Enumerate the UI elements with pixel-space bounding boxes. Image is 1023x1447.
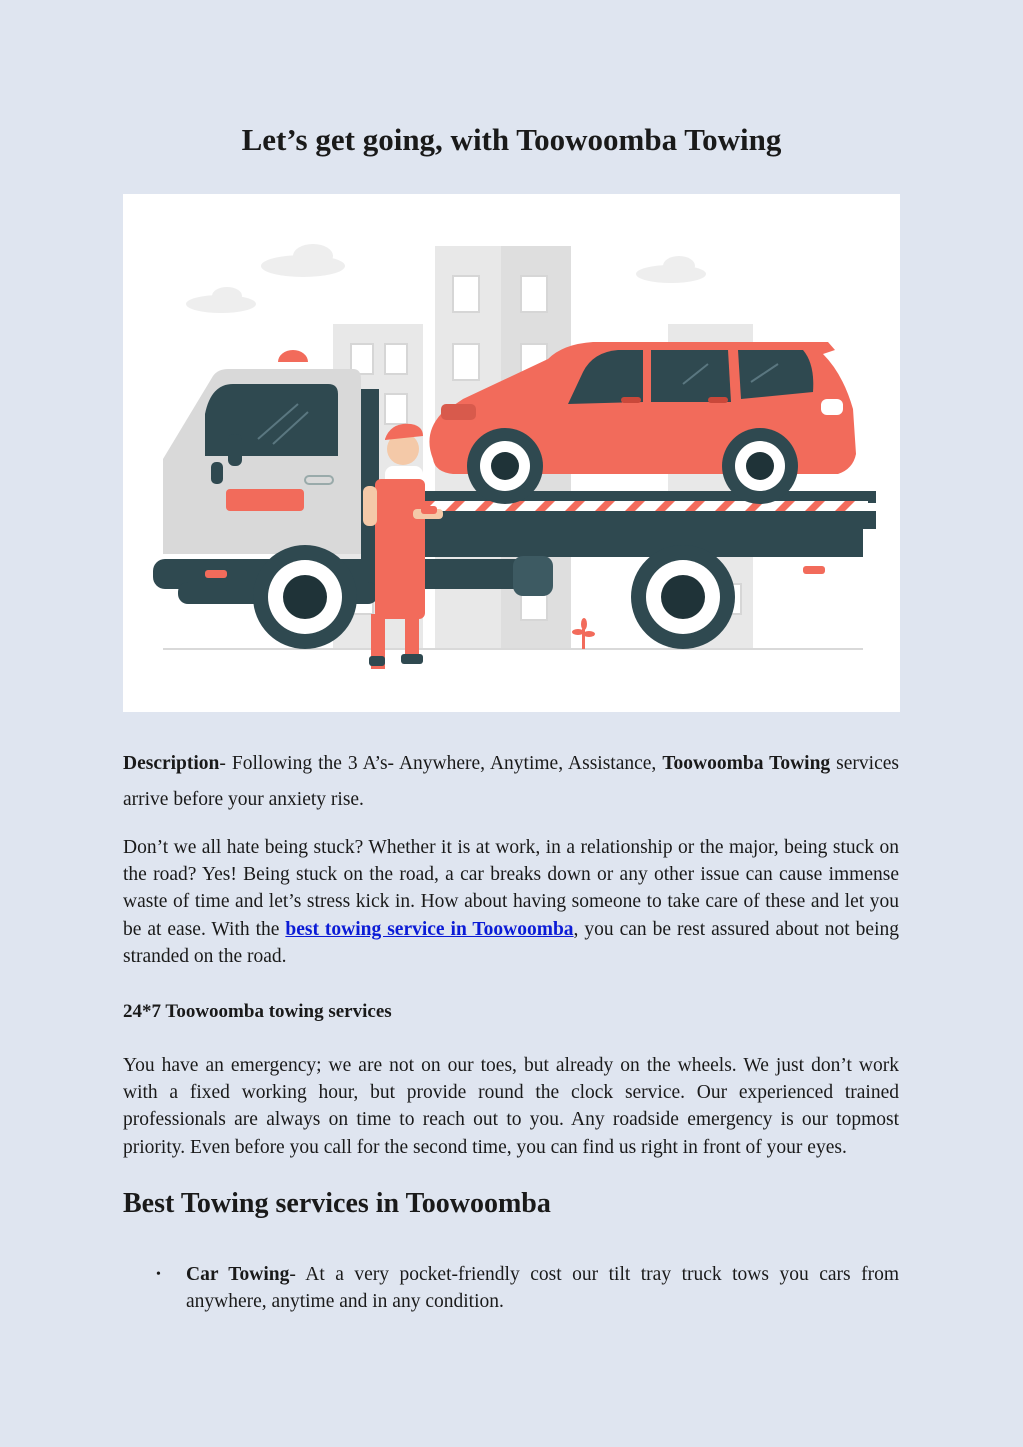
truck-wheel-icon	[631, 545, 735, 649]
beacon-light-icon	[278, 350, 308, 362]
hero-illustration	[123, 194, 900, 712]
services-list	[123, 1261, 899, 1315]
list-item	[123, 1261, 899, 1315]
service-description: - At a very pocket-friendly cost our tilt tray truck tows you cars from anywhere, anytime and in any condition.	[186, 1264, 899, 1313]
brand-name: Toowoomba Towing	[662, 753, 831, 774]
page-title: Let’s get going, with Toowoomba Towing	[241, 122, 782, 157]
description-text: - Following the 3 A’s- Anywhere, Anytime, Assistance,	[219, 753, 663, 774]
truck-wheel-icon	[253, 545, 357, 649]
tow-truck-illustration	[123, 194, 900, 712]
description-label: Description	[123, 753, 220, 774]
description-text-end: services arrive before your anxiety rise.	[123, 753, 899, 810]
section-heading-24-7: 24*7 Toowoomba towing services	[123, 1001, 392, 1022]
car-wheel-icon	[467, 428, 543, 504]
plant-icon	[572, 618, 595, 649]
car-wheel-icon	[722, 428, 798, 504]
service-label: Car Towing	[186, 1264, 290, 1285]
intro-text-end: , you can be rest assured about not being stranded on the road.	[123, 918, 899, 967]
intro-text: Don’t we all hate being stuck? Whether it is at work, in a relationship or the major, being stuck on the road? Yes! Being stuck on the road, a car breaks down or any other issue can cause immense waste of time and let’s stress kick in. How about having someone to take care of these and let you be at ease. With the	[123, 837, 899, 940]
intro-paragraph	[123, 834, 899, 970]
description-paragraph	[123, 746, 899, 818]
emergency-paragraph: You have an emergency; we are not on our toes, but already on the wheels. We just don’t work with a fixed working hour, but provide round the clock service. Our experienced trained professionals are always on time to reach out to you. Any roadside emergency is our topmost priority. Even before you call for the second time, you can find us right in front of your eyes.	[123, 1055, 899, 1158]
bullet-icon: •	[156, 1267, 161, 1282]
best-towing-service-link[interactable]: best towing service in Toowoomba	[285, 918, 574, 940]
best-towing-services-heading: Best Towing services in Toowoomba	[123, 1188, 551, 1219]
